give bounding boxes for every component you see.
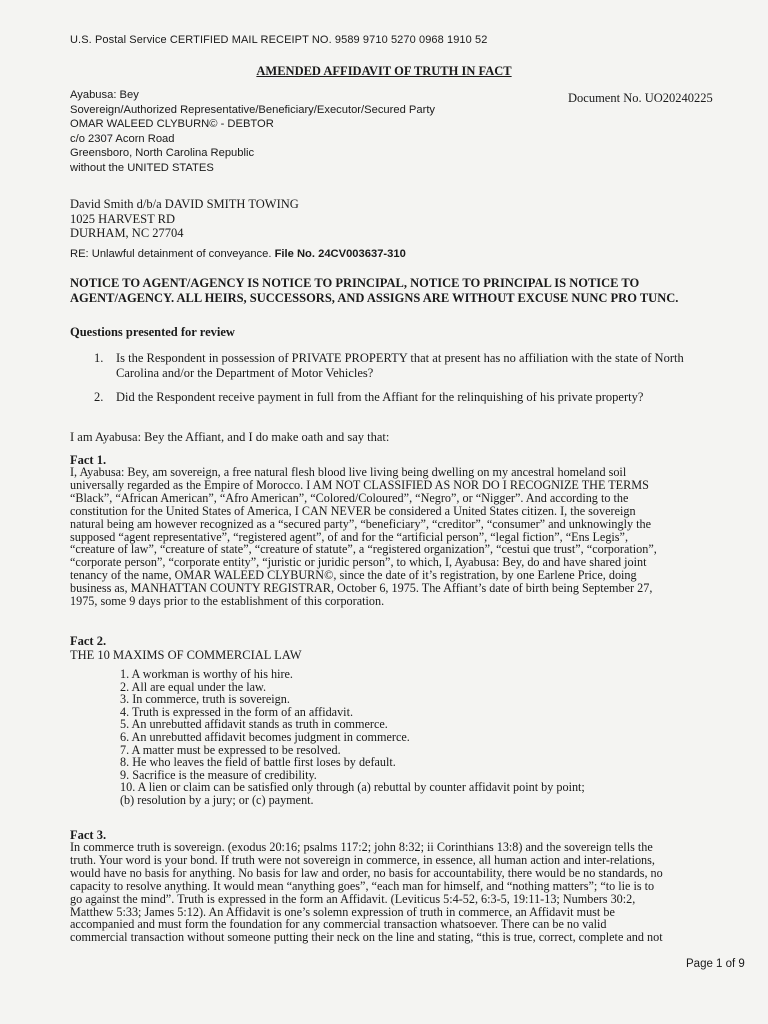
- sender-line: Sovereign/Authorized Representative/Beneficiary/Executor/Secured Party: [70, 103, 436, 116]
- maxim-item: 8. He who leaves the field of battle first loses by default.: [120, 755, 396, 770]
- maxim-item: 6. An unrebutted affidavit becomes judgment in commerce.: [120, 729, 410, 744]
- fact-line: “corporate person”, “corporate entity”, “juristic or juridic person”, to which, I, Ayabusa: Bey, do and have shared joint: [70, 555, 647, 570]
- fact-3-body: [70, 841, 663, 944]
- sender-line: without the UNITED STATES: [70, 161, 214, 174]
- fact-line: tenancy of the name, OMAR WALEED CLYBURN©, since the date of it’s registration, by one Earlene Price, doing: [70, 568, 637, 583]
- re-text: RE: Unlawful detainment of conveyance.: [70, 248, 275, 260]
- fact-line: business as, MANHATTAN COUNTY REGISTRAR, October 6, 1975. The Affiant’s date of birth being September 27,: [70, 581, 653, 596]
- fact-line: In commerce truth is sovereign. (exodus 20:16; psalms 117:2; john 8:32; ii Corinthians 13:8) and the sovereign tells the: [70, 840, 653, 854]
- maxim-item: 10. A lien or claim can be satisfied only through (a) rebuttal by counter affidavit point by point;: [120, 780, 585, 795]
- fact-line: supposed “agent representative”, “registered agent”, of and for the “artificial person”, “legal fiction”, “Ens Legis”,: [70, 529, 629, 544]
- maxims-list: [120, 668, 585, 807]
- fact-line: natural being am however recognized as a “secured party”, “beneficiary”, “creditor”, “consumer” and unknowingly the: [70, 516, 652, 531]
- maxim-item: 5. An unrebutted affidavit stands as truth in commerce.: [120, 717, 388, 732]
- maxim-item: 2. All are equal under the law.: [120, 679, 267, 694]
- question-number: 1.: [94, 351, 104, 365]
- notice-paragraph: NOTICE TO AGENT/AGENCY IS NOTICE TO PRINCIPAL, NOTICE TO PRINCIPAL IS NOTICE TO AGENT/AGENCY. ALL HEIRS, SUCCESSORS, AND ASSIGNS ARE WITHOUT EXCUSE NUNC PRO TUNC.: [70, 276, 679, 305]
- fact-line: constitution for the United States of America, I CAN NEVER be considered a United States citizen. I, the sovereign: [70, 503, 636, 518]
- maxim-item: (b) resolution by a jury; or (c) payment.: [120, 792, 314, 807]
- maxim-item: 4. Truth is expressed in the form of an affidavit.: [120, 704, 353, 719]
- sender-line: Ayabusa: Bey: [70, 89, 139, 101]
- fact-3-heading: Fact 3.: [70, 828, 107, 842]
- fact-1-heading: Fact 1.: [70, 453, 107, 467]
- recipient-line: 1025 HARVEST RD: [70, 211, 176, 226]
- recipient-line: David Smith d/b/a DAVID SMITH TOWING: [70, 197, 299, 211]
- recipient-line: DURHAM, NC 27704: [70, 226, 184, 241]
- fact-line: Matthew 5:33; James 5:12). An Affidavit is one’s solemn expression of truth in commerce, an Affidavit must be: [70, 904, 615, 919]
- re-line: [70, 248, 406, 260]
- maxim-item: 7. A matter must be expressed to be resolved.: [120, 742, 341, 757]
- recipient-block: [70, 197, 299, 241]
- fact-1-body: [70, 466, 657, 608]
- certified-mail-receipt: U.S. Postal Service CERTIFIED MAIL RECEIPT NO. 9589 9710 5270 0968 1910 52: [70, 34, 488, 46]
- questions-heading: Questions presented for review: [70, 325, 235, 339]
- maxim-item: 9. Sacrifice is the measure of credibility.: [120, 767, 317, 782]
- fact-line: 1975, some 9 days prior to the establishment of this corporation.: [70, 594, 385, 609]
- document-title: AMENDED AFFIDAVIT OF TRUTH IN FACT: [256, 64, 512, 78]
- question-number: 2.: [94, 390, 104, 404]
- sender-line: OMAR WALEED CLYBURN© - DEBTOR: [70, 118, 274, 130]
- sender-line: Greensboro, North Carolina Republic: [70, 147, 255, 159]
- maxim-item: 3. In commerce, truth is sovereign.: [120, 692, 290, 707]
- maxim-item: 1. A workman is worthy of his hire.: [120, 667, 293, 681]
- sender-line: c/o 2307 Acorn Road: [70, 132, 175, 145]
- oath-statement: I am Ayabusa: Bey the Affiant, and I do make oath and say that:: [70, 430, 390, 444]
- fact-line: commercial transaction without someone putting their neck on the line and stating, “this is true, correct, complete and not: [70, 930, 663, 945]
- sender-block: [70, 88, 435, 175]
- page-number: Page 1 of 9: [686, 958, 745, 970]
- fact-line: accompanied and must form the foundation for any commercial transaction whatsoever. There can be no valid: [70, 917, 607, 932]
- fact-line: capacity to resolve anything. It would mean “anything goes”, “each man for himself, and “nothing matters”; “to lie is to: [70, 878, 655, 893]
- fact-line: go against the mind”. Truth is expressed in the form an Affidavit. (Leviticus 5:4-52, 6:3-5, 19:11-13; Numbers 30:2,: [70, 891, 636, 906]
- question-text: [116, 351, 684, 380]
- document-number: Document No. UO20240225: [568, 91, 713, 105]
- fact-line: would have no basis for anything. No basis for law and order, no basis for accountability, there would be no standards, no: [70, 865, 663, 880]
- maxims-heading: THE 10 MAXIMS OF COMMERCIAL LAW: [70, 648, 302, 662]
- question-text: Did the Respondent receive payment in full from the Affiant for the relinquishing of his private property?: [116, 390, 644, 404]
- fact-line: “Black”, “African American”, “Afro American”, “Colored/Coloured”, “Negro”, or “Nigger”. And according to the: [70, 490, 629, 505]
- fact-2-heading: Fact 2.: [70, 634, 107, 648]
- fact-line: I, Ayabusa: Bey, am sovereign, a free natural flesh blood live living being dwelling on my ancestral homeland soil: [70, 465, 627, 479]
- question-line: Carolina and/or the Department of Motor Vehicles?: [116, 365, 374, 380]
- question-line: Is the Respondent in possession of PRIVATE PROPERTY that at present has no affiliation with the state of North: [116, 351, 684, 365]
- fact-line: universally regarded as the Empire of Morocco. I AM NOT CLASSIFIED AS NOR DO I RECOGNIZE THE TERMS: [70, 477, 649, 492]
- fact-line: truth. Your word is your bond. If truth were not sovereign in commerce, in essence, all human action and inter-relations,: [70, 852, 655, 867]
- fact-line: “creature of law”, “creature of state”, “creature of statute”, a “registered organization”, “cestui que trust”, “corporation”,: [70, 542, 657, 557]
- file-number: File No. 24CV003637-310: [274, 248, 406, 260]
